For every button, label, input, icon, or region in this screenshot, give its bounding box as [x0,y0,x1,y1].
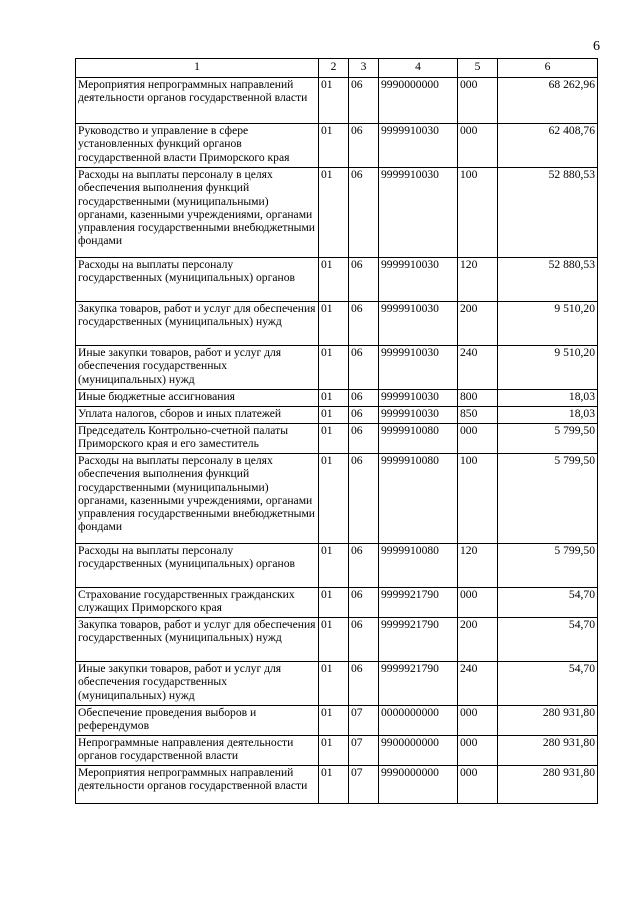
row-section-cell: 01 [319,168,349,258]
row-name-cell: Расходы на выплаты персоналу в целях обеспечения выполнения функций государственными (муниципальными) органами, казенными учреждениями, органами управления государственными внебюджетными фондами [76,454,319,544]
row-amount-cell: 18,03 [498,390,598,407]
table-row [76,424,598,454]
row-target-item-cell: 9999910030 [379,407,458,424]
row-subsection-cell: 06 [349,168,379,258]
row-amount-cell: 5 799,50 [498,454,598,544]
budget-table [75,58,598,804]
header-cell-section: 2 [319,59,349,78]
row-expense-type-cell: 120 [458,544,498,588]
header-cell-expense-type: 5 [458,59,498,78]
row-name-cell: Обеспечение проведения выборов и референдумов [76,706,319,736]
table-row [76,454,598,544]
row-expense-type-cell: 200 [458,302,498,346]
row-target-item-cell: 0000000000 [379,706,458,736]
row-amount-cell: 52 880,53 [498,168,598,258]
header-cell-name: 1 [76,59,319,78]
row-amount-cell: 280 931,80 [498,706,598,736]
row-target-item-cell: 9990000000 [379,78,458,124]
row-target-item-cell: 9999921790 [379,662,458,706]
row-expense-type-cell: 100 [458,454,498,544]
row-section-cell: 01 [319,407,349,424]
table-row [76,588,598,618]
row-target-item-cell: 9999910030 [379,390,458,407]
row-subsection-cell: 06 [349,390,379,407]
row-amount-cell: 52 880,53 [498,258,598,302]
row-amount-cell: 9 510,20 [498,346,598,390]
row-target-item-cell: 9999910030 [379,124,458,168]
row-name-cell: Расходы на выплаты персоналу государственных (муниципальных) органов [76,544,319,588]
row-amount-cell: 54,70 [498,662,598,706]
row-expense-type-cell: 100 [458,168,498,258]
row-target-item-cell: 9999921790 [379,618,458,662]
table-row [76,706,598,736]
row-expense-type-cell: 000 [458,124,498,168]
row-name-cell: Расходы на выплаты персоналу в целях обеспечения выполнения функций государственными (муниципальными) органами, казенными учреждениями, органами управления государственными внебюджетными фондами [76,168,319,258]
row-expense-type-cell: 240 [458,662,498,706]
row-amount-cell: 54,70 [498,618,598,662]
row-subsection-cell: 06 [349,454,379,544]
table-row [76,662,598,706]
row-subsection-cell: 06 [349,124,379,168]
row-target-item-cell: 9999910080 [379,544,458,588]
row-subsection-cell: 06 [349,78,379,124]
row-name-cell: Мероприятия непрограммных направлений деятельности органов государственной власти [76,78,319,124]
row-section-cell: 01 [319,588,349,618]
row-amount-cell: 5 799,50 [498,544,598,588]
row-expense-type-cell: 200 [458,618,498,662]
row-section-cell: 01 [319,454,349,544]
row-expense-type-cell: 000 [458,78,498,124]
row-subsection-cell: 07 [349,736,379,766]
row-amount-cell: 68 262,96 [498,78,598,124]
row-expense-type-cell: 000 [458,588,498,618]
row-expense-type-cell: 800 [458,390,498,407]
row-amount-cell: 280 931,80 [498,766,598,804]
row-subsection-cell: 07 [349,766,379,804]
header-row [76,59,598,78]
row-expense-type-cell: 000 [458,424,498,454]
table-row [76,766,598,804]
row-target-item-cell: 9999921790 [379,588,458,618]
row-expense-type-cell: 000 [458,766,498,804]
table-row [76,390,598,407]
row-expense-type-cell: 120 [458,258,498,302]
row-section-cell: 01 [319,766,349,804]
row-expense-type-cell: 000 [458,706,498,736]
header-cell-target-item: 4 [379,59,458,78]
row-subsection-cell: 06 [349,544,379,588]
row-target-item-cell: 9999910080 [379,424,458,454]
row-section-cell: 01 [319,736,349,766]
row-target-item-cell: 9999910030 [379,168,458,258]
row-section-cell: 01 [319,618,349,662]
row-name-cell: Руководство и управление в сфере установленных функций органов государственной власти Приморского края [76,124,319,168]
row-expense-type-cell: 240 [458,346,498,390]
row-name-cell: Уплата налогов, сборов и иных платежей [76,407,319,424]
row-name-cell: Закупка товаров, работ и услуг для обеспечения государственных (муниципальных) нужд [76,302,319,346]
page-number: 6 [593,39,600,54]
row-name-cell: Страхование государственных гражданских служащих Приморского края [76,588,319,618]
row-target-item-cell: 9999910030 [379,346,458,390]
row-name-cell: Иные закупки товаров, работ и услуг для обеспечения государственных (муниципальных) нужд [76,346,319,390]
row-name-cell: Председатель Контрольно-счетной палаты Приморского края и его заместитель [76,424,319,454]
header-cell-amount: 6 [498,59,598,78]
row-name-cell: Мероприятия непрограммных направлений деятельности органов государственной власти [76,766,319,804]
table-row [76,346,598,390]
table-row [76,168,598,258]
row-expense-type-cell: 000 [458,736,498,766]
row-target-item-cell: 9990000000 [379,766,458,804]
row-amount-cell: 54,70 [498,588,598,618]
row-subsection-cell: 06 [349,662,379,706]
row-name-cell: Иные закупки товаров, работ и услуг для обеспечения государственных (муниципальных) нужд [76,662,319,706]
row-section-cell: 01 [319,78,349,124]
row-section-cell: 01 [319,544,349,588]
row-amount-cell: 9 510,20 [498,302,598,346]
table-row [76,544,598,588]
row-expense-type-cell: 850 [458,407,498,424]
table-row [76,618,598,662]
table-row [76,407,598,424]
row-subsection-cell: 06 [349,424,379,454]
row-section-cell: 01 [319,346,349,390]
row-subsection-cell: 06 [349,618,379,662]
row-subsection-cell: 06 [349,302,379,346]
row-section-cell: 01 [319,706,349,736]
row-name-cell: Иные бюджетные ассигнования [76,390,319,407]
row-section-cell: 01 [319,258,349,302]
row-target-item-cell: 9999910030 [379,258,458,302]
row-amount-cell: 280 931,80 [498,736,598,766]
row-amount-cell: 18,03 [498,407,598,424]
row-name-cell: Непрограммные направления деятельности органов государственной власти [76,736,319,766]
row-amount-cell: 62 408,76 [498,124,598,168]
row-section-cell: 01 [319,390,349,407]
table-row [76,124,598,168]
table-row [76,736,598,766]
row-subsection-cell: 07 [349,706,379,736]
row-section-cell: 01 [319,124,349,168]
table-row [76,258,598,302]
row-target-item-cell: 9999910030 [379,302,458,346]
row-amount-cell: 5 799,50 [498,424,598,454]
row-subsection-cell: 06 [349,588,379,618]
table-row [76,302,598,346]
row-target-item-cell: 9900000000 [379,736,458,766]
header-cell-subsection: 3 [349,59,379,78]
table-row [76,78,598,124]
row-name-cell: Закупка товаров, работ и услуг для обеспечения государственных (муниципальных) нужд [76,618,319,662]
row-subsection-cell: 06 [349,407,379,424]
row-section-cell: 01 [319,302,349,346]
row-subsection-cell: 06 [349,258,379,302]
row-section-cell: 01 [319,662,349,706]
row-subsection-cell: 06 [349,346,379,390]
row-section-cell: 01 [319,424,349,454]
row-name-cell: Расходы на выплаты персоналу государственных (муниципальных) органов [76,258,319,302]
row-target-item-cell: 9999910080 [379,454,458,544]
